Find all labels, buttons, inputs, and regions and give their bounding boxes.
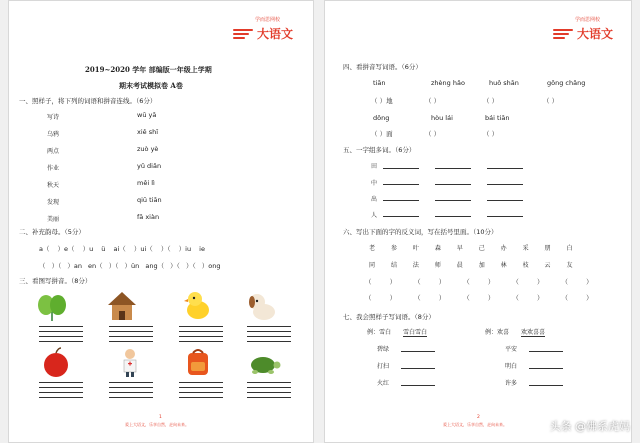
vowel-row-1: a（ ）e（ ）u ü ai（ ）ui（ ）（ ）iu ie xyxy=(39,245,205,253)
brand-logo xyxy=(553,17,613,42)
word-4: 作业 xyxy=(47,165,60,172)
py4-4: gōng chǎng xyxy=(547,79,586,87)
py4-3: huǒ shān xyxy=(489,79,519,87)
apple-picture xyxy=(39,345,73,379)
word-2: 乌鸦 xyxy=(47,131,60,138)
answer-lines-1[interactable] xyxy=(39,326,83,346)
chars6-row-1: 老 参 叶 森 早 己 办 采 朋 白 xyxy=(369,245,573,252)
py4-1: tiān xyxy=(373,79,386,87)
word-7: 美丽 xyxy=(47,216,60,223)
example-1-label: 例：雪白 xyxy=(367,329,392,336)
pinyin-3: zuò yè xyxy=(137,145,159,153)
brand-name: 大语文 xyxy=(576,27,613,41)
word7-left-3: 火红 xyxy=(377,380,390,387)
brand-logo xyxy=(233,17,293,42)
watermark xyxy=(550,418,631,434)
word-1: 写诗 xyxy=(47,114,60,121)
section-5-title: 五、一字组多词。（6分） xyxy=(343,146,416,154)
answer-lines-5[interactable] xyxy=(39,382,83,402)
answer-lines-6[interactable] xyxy=(109,382,153,402)
answer-lines-8[interactable] xyxy=(247,382,291,402)
section-2-title: 二、补充韵母。（5分） xyxy=(19,228,85,236)
word7-right-2: 明白 xyxy=(505,363,518,370)
brand-mark-icon xyxy=(553,28,575,40)
pinyin-6: qiū tiān xyxy=(137,196,162,204)
char5-4: 人 xyxy=(371,212,378,219)
page-number: 2 xyxy=(477,415,480,420)
paren4-7[interactable]: （ ） xyxy=(483,130,499,138)
chick-picture xyxy=(181,289,215,323)
example-1-answer: 雪白雪白 xyxy=(403,329,428,336)
pinyin-2: xiě shī xyxy=(137,128,159,136)
paren6-row-2[interactable]: （ ） （ ） （ ） （ ） （ ） xyxy=(365,294,593,302)
word-3: 两点 xyxy=(47,148,60,155)
section-7-title: 七、我会照样子写词语。（8分） xyxy=(343,313,435,321)
brand-name: 大语文 xyxy=(256,27,293,41)
word7-left-1: 碧绿 xyxy=(377,346,390,353)
paren4-2[interactable]: （ ） xyxy=(425,97,441,105)
paren4-5[interactable]: （ ）面 xyxy=(371,130,393,138)
example-2-label: 例：欢喜 xyxy=(485,329,510,336)
word-5: 秋天 xyxy=(47,182,60,189)
py4-5: dōng xyxy=(373,114,390,122)
exam-page-1 xyxy=(8,0,314,443)
pinyin-1: wū yā xyxy=(137,111,157,119)
brand-subtitle: 学而思网校 xyxy=(254,17,280,23)
paren4-1[interactable]: （ ）地 xyxy=(371,97,393,105)
char5-1: 田 xyxy=(371,163,378,170)
leaf-picture xyxy=(35,291,69,325)
section-6-title: 六、写出下面的字的反义词，写在括号里面。（10分） xyxy=(343,228,498,236)
page-footer: 爱上大语文，乐享自然，走向未来。 xyxy=(443,422,507,427)
word7-left-2: 打扫 xyxy=(377,363,390,370)
answer-lines-2[interactable] xyxy=(109,326,153,346)
pinyin-4: yǔ diǎn xyxy=(137,162,162,170)
brand-subtitle: 学而思网校 xyxy=(574,17,600,23)
brand-mark-icon xyxy=(233,28,255,40)
answer-lines-3[interactable] xyxy=(179,326,223,346)
turtle-picture xyxy=(247,345,281,379)
answer-lines-7[interactable] xyxy=(179,382,223,402)
paren4-3[interactable]: （ ） xyxy=(483,97,499,105)
backpack-picture xyxy=(181,345,215,379)
word7-right-1: 平安 xyxy=(505,346,518,353)
exam-page-2 xyxy=(324,0,632,443)
py4-2: zhèng hǎo xyxy=(431,79,465,87)
doctor-picture xyxy=(113,345,147,379)
vowel-row-2: （ ）（ ）an en（ ）（ ）ün ang（ ）（ ）（ ）ong xyxy=(39,262,221,270)
py4-7: bái tiān xyxy=(485,114,510,122)
char5-3: 出 xyxy=(371,196,378,203)
chars6-row-2: 同 结 法 师 晨 加 林 枝 云 友 xyxy=(369,262,573,269)
word-6: 发现 xyxy=(47,199,60,206)
section-4-title: 四、看拼音写词语。（6分） xyxy=(343,63,422,71)
exam-subtitle: 期末考试模拟卷 A卷 xyxy=(119,81,183,90)
section-3-title: 三、看图写拼音。（8分） xyxy=(19,277,92,285)
page-number: 1 xyxy=(159,415,162,420)
pinyin-5: měi lì xyxy=(137,179,155,187)
word7-right-3: 许多 xyxy=(505,380,518,387)
answer-lines-4[interactable] xyxy=(247,326,291,346)
example-2-answer: 欢欢喜喜 xyxy=(521,329,546,336)
char5-2: 中 xyxy=(371,180,378,187)
exam-title: 2019~2020 学年 部编版一年级上学期 xyxy=(85,65,212,74)
py4-6: hòu lái xyxy=(431,114,453,122)
page-footer: 爱上大语文，乐享自然，走向未来。 xyxy=(125,422,189,427)
paren4-6[interactable]: （ ） xyxy=(425,130,441,138)
pinyin-7: fā xiàn xyxy=(137,213,160,221)
paren4-4[interactable]: （ ） xyxy=(543,97,559,105)
house-picture xyxy=(105,289,139,323)
puppy-picture xyxy=(245,289,279,323)
section-1-title: 一、照样子，将下列的词语和拼音连线。（6分） xyxy=(19,97,157,105)
paren6-row-1[interactable]: （ ） （ ） （ ） （ ） （ ） xyxy=(365,278,593,286)
watermark-text: 头条 @佛系虎妈 xyxy=(549,420,630,433)
